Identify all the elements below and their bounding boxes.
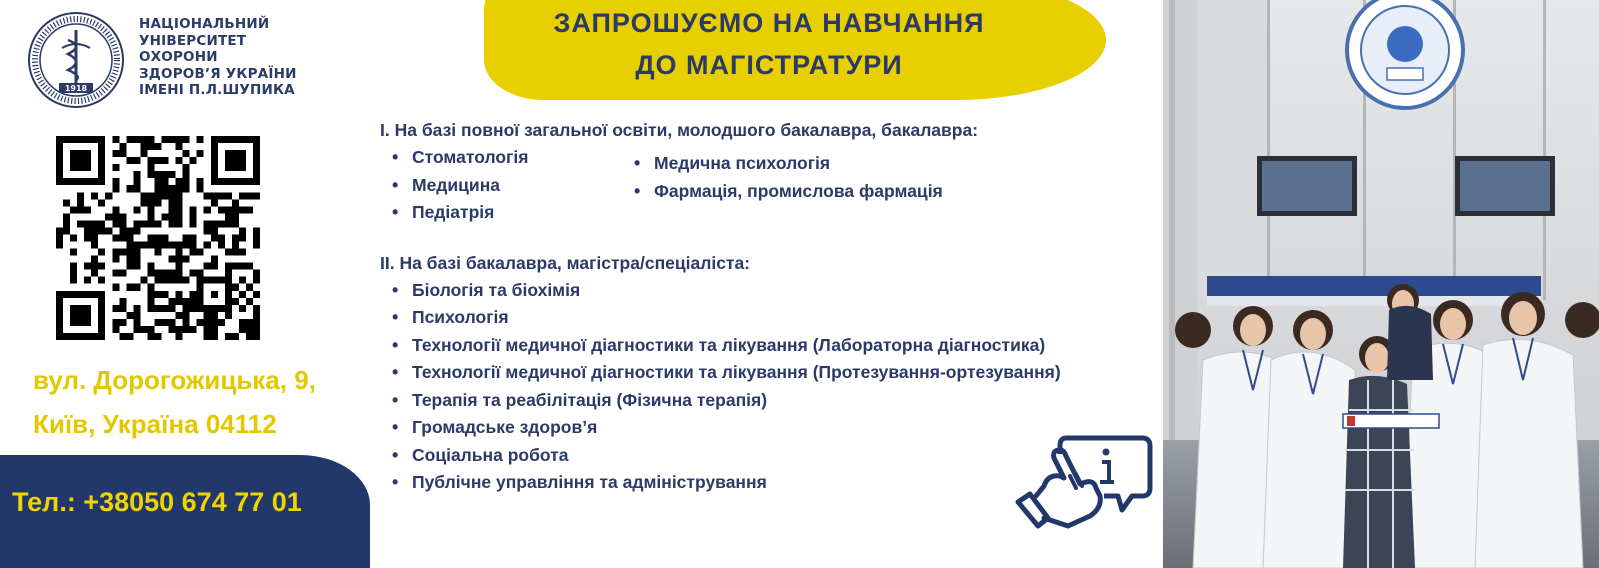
list-item: • Психологія (380, 304, 1080, 332)
section-heading: І. На базі повної загальної освіти, молодшого бакалавра, бакалавра: (380, 120, 979, 140)
phone-number[interactable]: Тел.: +38050 674 77 01 (12, 487, 302, 517)
address-line: Київ, Україна 04112 (33, 409, 277, 439)
university-name-line: ЗДОРОВ’Я УКРАЇНИ (139, 65, 297, 82)
list-item: • Фармація, промислова фармація (622, 178, 943, 206)
address (33, 358, 316, 446)
university-name-line: УНІВЕРСИТЕТ (139, 32, 247, 49)
section1-columns (380, 144, 1150, 227)
university-logo-icon (26, 10, 126, 110)
qr-code-icon[interactable] (56, 136, 260, 340)
address-line: вул. Дорогожицька, 9, (33, 365, 316, 395)
university-name-line: НАЦІОНАЛЬНИЙ (139, 16, 270, 32)
list-item: • Медична психологія (622, 150, 943, 178)
list-item: • Медицина (380, 172, 622, 200)
list-item: • Біологія та біохімія (380, 277, 1080, 305)
touch-info-icon (1014, 430, 1156, 534)
svg-text:1918: 1918 (64, 84, 88, 93)
page-title (484, 2, 1054, 86)
list-item: • Стоматологія (380, 144, 622, 172)
program-list (380, 144, 622, 227)
university-name-line: ІМЕНІ П.Л.ШУПИКА (139, 82, 295, 98)
list-item: • Громадське здоров’я (380, 414, 1080, 442)
page-title-line: ЗАПРОШУЄМО НА НАВЧАННЯ (553, 8, 985, 38)
page-title-line: ДО МАГІСТРАТУРИ (635, 50, 903, 80)
list-item: • Технології медичної діагностики та лікування (Лабораторна діагностика) (380, 332, 1080, 360)
list-item: • Педіатрія (380, 199, 622, 227)
section-heading: ІІ. На базі бакалавра, магістра/спеціаліста: (380, 252, 751, 273)
university-name-line: ОХОРОНИ (139, 49, 218, 65)
event-photo (1163, 0, 1599, 568)
program-list (622, 150, 943, 227)
list-item: • Соціальна робота (380, 442, 1080, 470)
list-item: • Технології медичної діагностики та лікування (Протезування-ортезування) (380, 359, 1080, 387)
university-name (139, 16, 359, 99)
list-item: • Публічне управління та адміністрування (380, 469, 1080, 497)
list-item: • Терапія та реабілітація (Фізична терапія) (380, 387, 1080, 415)
